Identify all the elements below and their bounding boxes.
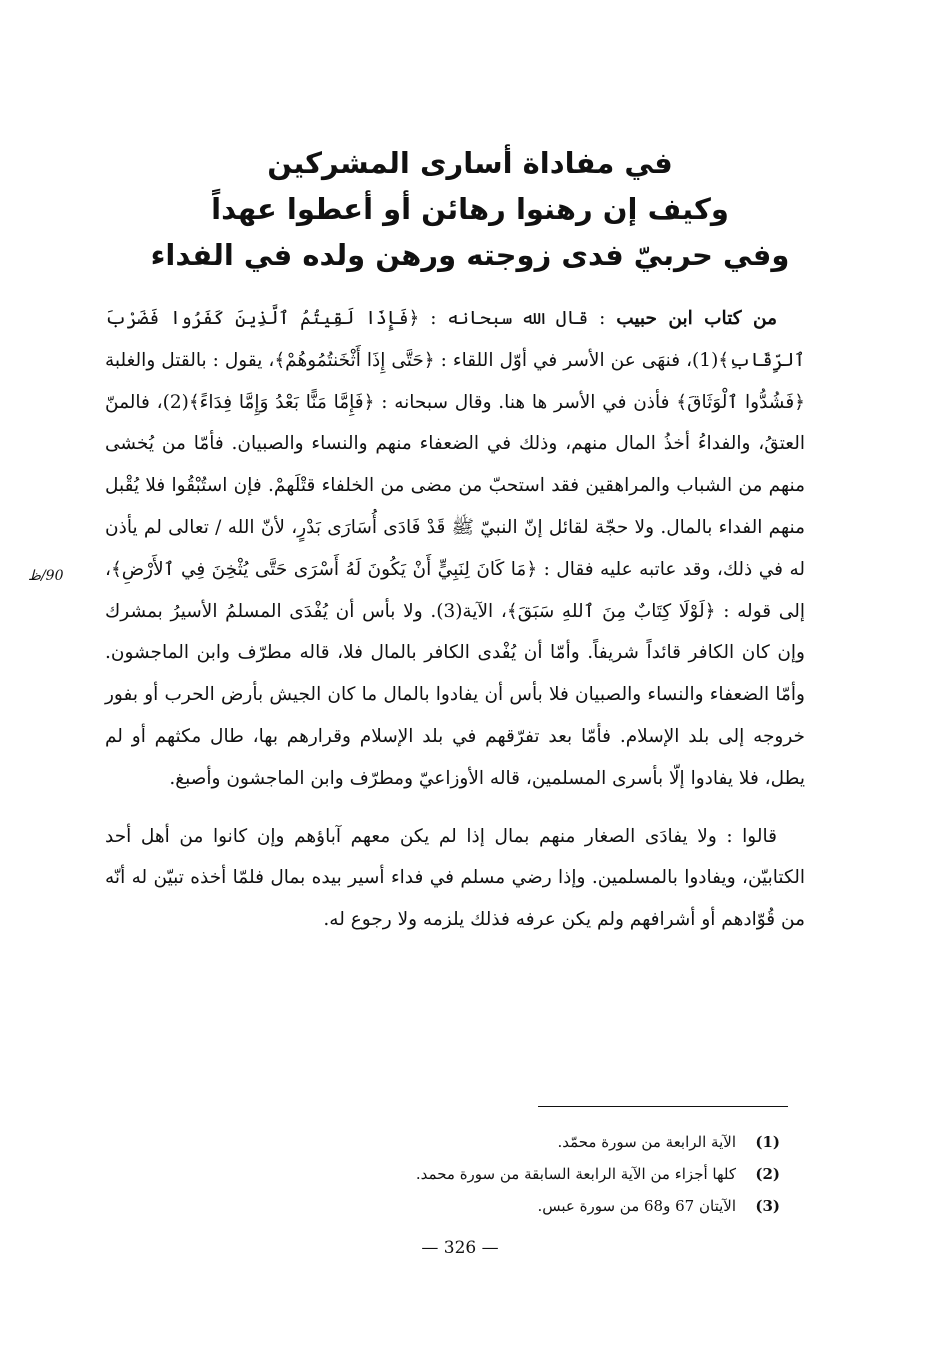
footnote-1 [300,1126,780,1158]
page-number: — 326 — [421,1238,499,1258]
paragraph-1 [105,298,805,800]
chapter-heading [120,140,820,278]
footnote-divider [538,1106,788,1107]
footnote-number: (3) [755,1197,780,1215]
footnotes [300,1126,780,1222]
heading-line-2: وكيف إن رهنوا رهائن أو أعطوا عهداً [211,192,729,226]
main-text [105,298,805,941]
footnote-2 [300,1158,780,1190]
paragraph-1-text: : قال الله سبحانه : ﴿فَإِذَا لَقِيتُمُ ٱلَّذِينَ كَفَرُوا فَضَرْبَ ٱلرِّقَابِ﴾(1)، فنهَى عن الأسر في أوّل اللقاء : ﴿حَتَّى إِذَا أَثْخَنتُمُوهُمْ﴾، يقول : بالقتل والغلبة ﴿فَشُدُّوا ٱلْوَثَاقَ﴾ فأذن في الأسر ها هنا. وقال سبحانه : ﴿فَإِمَّا مَنًّا بَعْدُ وَإِمَّا فِدَاءً﴾(2)، فالمنّ العتقُ، والفداءُ أخذُ المال منهم، وذلك في الضعفاء منهم والنساء والصبيان. فأمّا من يُخشى منهم من الشباب والمراهقين فقد استحبّ من مضى من الخلفاء قتْلَهمْ. فإن استُبْقُوا فلا يُقْبل منهم الفداء بالمال. ولا حجّة لقائل إنّ النبيّ ﷺ قَدْ فَادَى أُسَارَى بَدْرٍ، لأنّ الله / تعالى لم يأذن له في ذلك، وقد عاتبه عليه فقال : ﴿مَا كَانَ لِنَبِيٍّ أَنْ يَكُونَ لَهُ أَسْرَى حَتَّى يُثْخِنَ فِي ٱلأَرْضِ﴾، إلى قوله : ﴿لَوْلَا كِتَابٌ مِنَ ٱللهِ سَبَقَ﴾، الآية(3). ولا بأس أن يُفْدَى المسلمُ الأسيرُ بمشرك وإن كان الكافر قائداً شريفاً. وأمّا أن يُفْدى الكافر بالمال فلا، قاله مطرّف وابن الماجشون. وأمّا الضعفاء والنساء والصبيان فلا بأس أن يفادوا بالمال ما كان الجيش بأرض الحرب أو بفور خروجه إلى بلد الإسلام. فأمّا بعد تفرّقهم في بلد الإسلام وقرارهم بها، طال مكثهم أو لم يطل، فلا يفادوا إلّا بأسرى المسلمين، قاله الأوزاعيّ ومطرّف وابن الماجشون وأصبغ. [105,308,805,789]
footnote-text: الآيتان 67 و68 من سورة عبس. [537,1197,736,1215]
manuscript-folio-note: 90/ظ [28,568,64,584]
source-lead: من كتاب ابن حبيب [616,308,777,329]
paragraph-2: قالوا : ولا يفادَى الصغار منهم بمال إذا لم يكن معهم آباؤهم وإن كانوا من أهل أحد الكتابيّن، ويفادوا بالمسلمين. وإذا رضي مسلم في فداء أسير بيده بمال فلمّا أخذه تبيّن له أنّه من قُوّادهم أو أشرافهم ولم يكن عرفه فذلك يلزمه ولا رجوع له. [105,825,805,931]
footnote-number: (1) [755,1133,780,1151]
footnote-text: كلها أجزاء من الآية الرابعة السابقة من سورة محمد. [415,1165,736,1183]
heading-line-1: في مفاداة أسارى المشركين [267,146,673,180]
footnote-3 [300,1190,780,1222]
footnote-text: الآية الرابعة من سورة محمّد. [557,1133,736,1151]
footnote-number: (2) [755,1165,780,1183]
heading-line-3: وفي حربيّ فدى زوجته ورهن ولده في الفداء [150,238,790,272]
